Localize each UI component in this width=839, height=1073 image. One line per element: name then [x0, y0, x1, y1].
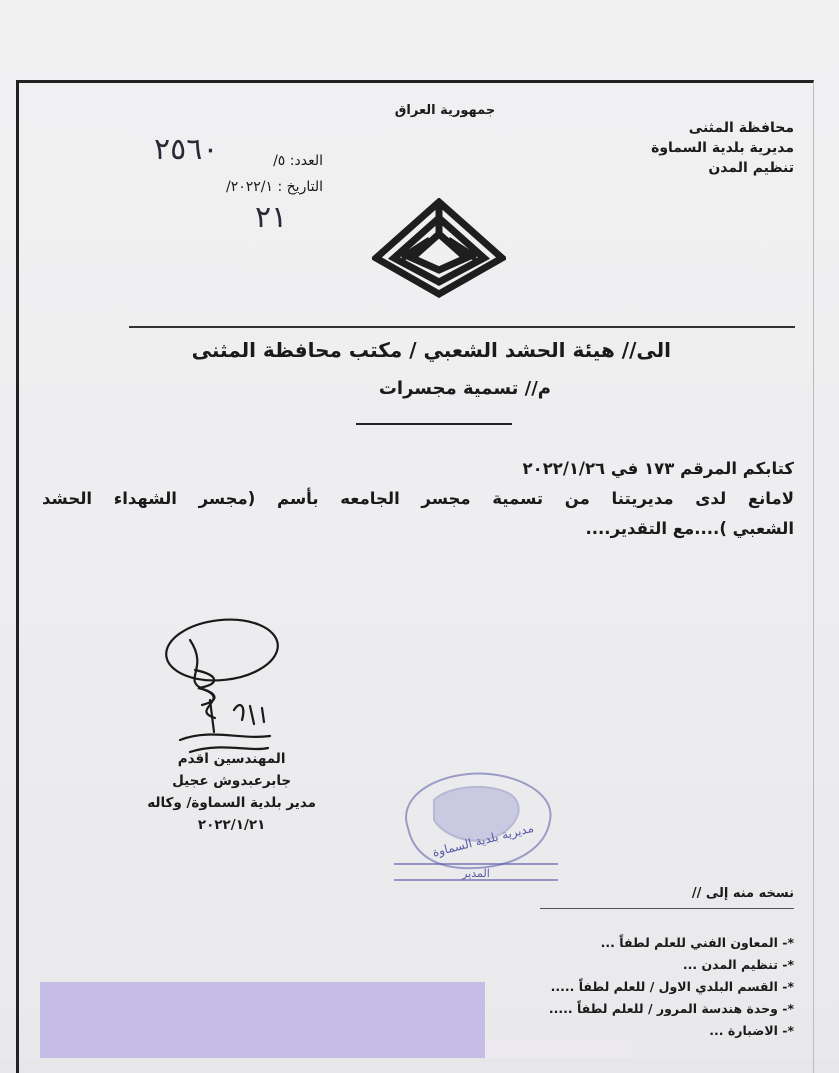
addressee: الى// هيئة الحشد الشعبي / مكتب محافظة المثنى [191, 338, 671, 362]
country-heading: جمهورية العراق [394, 103, 496, 118]
reference-date: التاريخ : ٢٠٢٢/١/ [225, 179, 323, 195]
cc-item: *- الاضبارة ... [709, 1023, 794, 1038]
handwritten-signature [150, 610, 290, 770]
official-stamp [388, 760, 564, 888]
calligraphy-logo [372, 198, 506, 298]
redaction-block [40, 982, 485, 1058]
cc-underline [540, 908, 794, 909]
cc-list [549, 932, 794, 1042]
body-line-statement: لامانع لدى مديريتنا من تسمية مجسر الجامعه بأسم (مجسر الشهداء الحشد [42, 489, 794, 508]
org-line-directorate: مديرية بلدية السماوة [651, 140, 794, 156]
reference-block [226, 148, 323, 200]
body-line-reference: كتابكم المرقم ١٧٣ في ٢٠٢٢/١/٢٦ [522, 459, 794, 478]
subject-underline [356, 423, 512, 425]
org-line-governorate: محافظة المثنى [688, 120, 794, 136]
signature-date: ٢٠٢٢/١/٢١ [197, 817, 266, 833]
letter-body [42, 454, 794, 544]
cc-item: *- وحدة هندسة المرور / للعلم لطفاً ..... [548, 1001, 794, 1016]
handwritten-number: ٢٥٦٠ [154, 132, 219, 167]
stamp-text: مديرية بلدية السماوة [430, 820, 536, 860]
subject: م// تسمية مجسرات [378, 378, 551, 399]
cc-item: *- المعاون الفني للعلم لطفاً ... [600, 935, 794, 950]
signatory-name: جابرعبدوش عجيل [172, 773, 292, 789]
cc-heading: نسخه منه إلى // [691, 886, 794, 901]
cc-item: *- القسم البلدي الاول / للعلم لطفاً ..... [550, 979, 794, 994]
issuing-organization [651, 118, 794, 178]
header-divider [129, 326, 795, 328]
signatory-title: المهندسين اقدم [177, 751, 286, 767]
handwritten-day: ٢١ [255, 200, 288, 235]
reference-number: العدد: ٥/ [273, 153, 323, 169]
redaction-margin [485, 1040, 635, 1058]
signatory-position: مدير بلدية السماوة/ وكاله [147, 795, 316, 811]
body-line-closing: الشعبي )....مع التقدير.... [585, 519, 794, 538]
signatory-block [147, 748, 316, 836]
cc-item: *- تنظيم المدن ... [682, 957, 794, 972]
org-line-department: تنظيم المدن [708, 160, 794, 176]
stamp-footer: المدير [462, 867, 490, 880]
